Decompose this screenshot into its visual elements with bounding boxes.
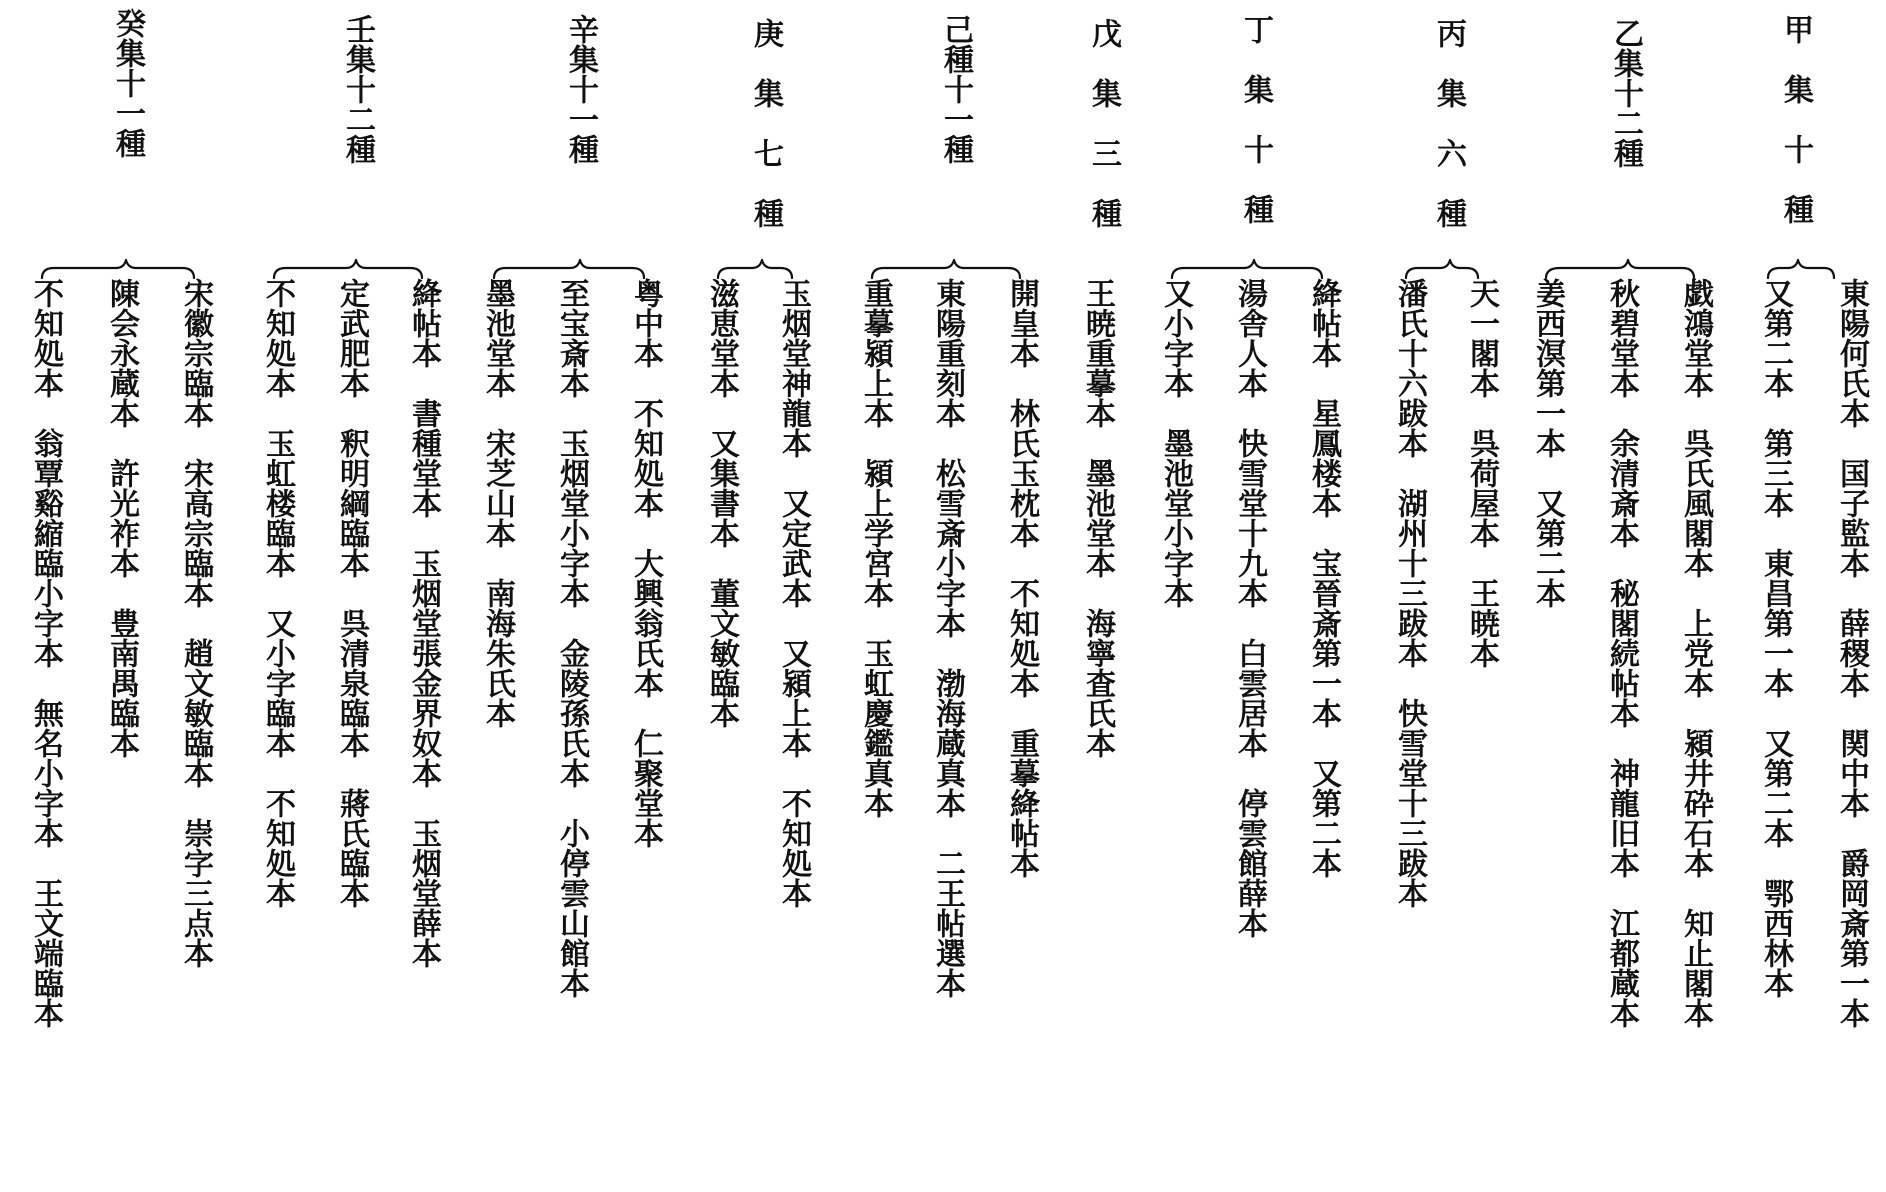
entry-line-ren-2: 定武肥本 釈明綱臨本 呉清泉臨本 蔣氏臨本 <box>334 278 369 908</box>
entry-line-yi-1: 戯鴻堂本 呉氏風閣本 上党本 潁井砕石本 知止閣本 <box>1678 278 1713 1028</box>
entry-line-ji-1: 開皇本 林氏玉枕本 不知処本 重摹絳帖本 <box>1004 278 1039 878</box>
entry-line-xin-1: 粤中本 不知処本 大興翁氏本 仁聚堂本 <box>628 278 663 848</box>
brace-ding <box>1172 260 1322 278</box>
entry-line-geng-1: 玉烟堂神龍本 又定武本 又潁上本 不知処本 <box>776 278 811 908</box>
entry-line-geng-2: 滋恵堂本 又集書本 董文敏臨本 <box>704 278 739 728</box>
collection-heading-yi: 乙集十二種 <box>1608 18 1643 168</box>
entry-line-jia-1: 東陽何氏本 国子監本 薛稷本 関中本 爵岡斎第一本 <box>1834 278 1869 1028</box>
entry-line-gui-2: 陳会永蔵本 許光祚本 豊南禺臨本 <box>104 278 139 758</box>
brace-bing <box>1406 260 1478 278</box>
entry-line-jia-2: 又第二本 第三本 東昌第一本 又第二本 鄂西林本 <box>1758 278 1793 998</box>
collection-heading-ding: 丁 集 十 種 <box>1238 14 1273 224</box>
collection-heading-xin: 辛集十一種 <box>563 14 598 164</box>
brace-xin <box>494 260 644 278</box>
entry-line-ji-2: 東陽重刻本 松雪斎小字本 渤海蔵真本 二王帖選本 <box>930 278 965 998</box>
entry-line-ji-3: 重摹潁上本 潁上学宮本 玉虹慶鑑真本 <box>858 278 893 818</box>
collection-heading-jia: 甲 集 十 種 <box>1778 14 1813 224</box>
collection-heading-ji: 己種十一種 <box>938 14 973 164</box>
collection-heading-ren: 壬集十二種 <box>340 14 375 164</box>
entry-line-wu-1: 王暁重摹本 墨池堂本 海寧査氏本 <box>1080 278 1115 758</box>
entry-line-yi-2: 秋碧堂本 余清斎本 秘閣続帖本 神龍旧本 江都蔵本 <box>1604 278 1639 1028</box>
entry-line-gui-1: 宋徽宗臨本 宋高宗臨本 趙文敏臨本 崇字三点本 <box>178 278 213 968</box>
entry-line-ding-1: 絳帖本 星鳳楼本 宝晉斎第一本 又第二本 <box>1306 278 1341 878</box>
entry-line-xin-2: 至宝斎本 玉烟堂小字本 金陵孫氏本 小停雲山館本 <box>554 278 589 998</box>
entry-line-xin-3: 墨池堂本 宋芝山本 南海朱氏本 <box>480 278 515 728</box>
entry-line-ren-3: 不知処本 玉虹楼臨本 又小字臨本 不知処本 <box>260 278 295 908</box>
entry-line-ren-1: 絳帖本 書種堂本 玉烟堂張金界奴本 玉烟堂薛本 <box>406 278 441 968</box>
brace-ji <box>872 260 1020 278</box>
entry-line-ding-3: 又小字本 墨池堂小字本 <box>1158 278 1193 608</box>
brace-yi <box>1546 260 1694 278</box>
brace-ren <box>274 260 422 278</box>
entry-line-gui-3: 不知処本 翁覃谿縮臨小字本 無名小字本 王文端臨本 <box>28 278 63 1028</box>
entry-line-bing-1: 天一閣本 呉荷屋本 王暁本 <box>1464 278 1499 668</box>
brace-jia <box>1768 260 1834 278</box>
entry-line-bing-2: 潘氏十六跋本 湖州十三跋本 快雪堂十三跋本 <box>1392 278 1427 908</box>
collection-heading-gui: 癸集十一種 <box>110 8 145 158</box>
collection-heading-geng: 庚 集 七 種 <box>748 18 783 228</box>
entry-line-yi-3: 姜西溟第一本 又第二本 <box>1530 278 1565 608</box>
brace-geng <box>718 260 792 278</box>
brace-gui <box>42 260 194 278</box>
collection-heading-bing: 丙 集 六 種 <box>1431 18 1466 228</box>
entry-line-ding-2: 湯舎人本 快雪堂十九本 白雲居本 停雲館薛本 <box>1232 278 1267 938</box>
collection-heading-wu: 戊 集 三 種 <box>1086 18 1121 228</box>
